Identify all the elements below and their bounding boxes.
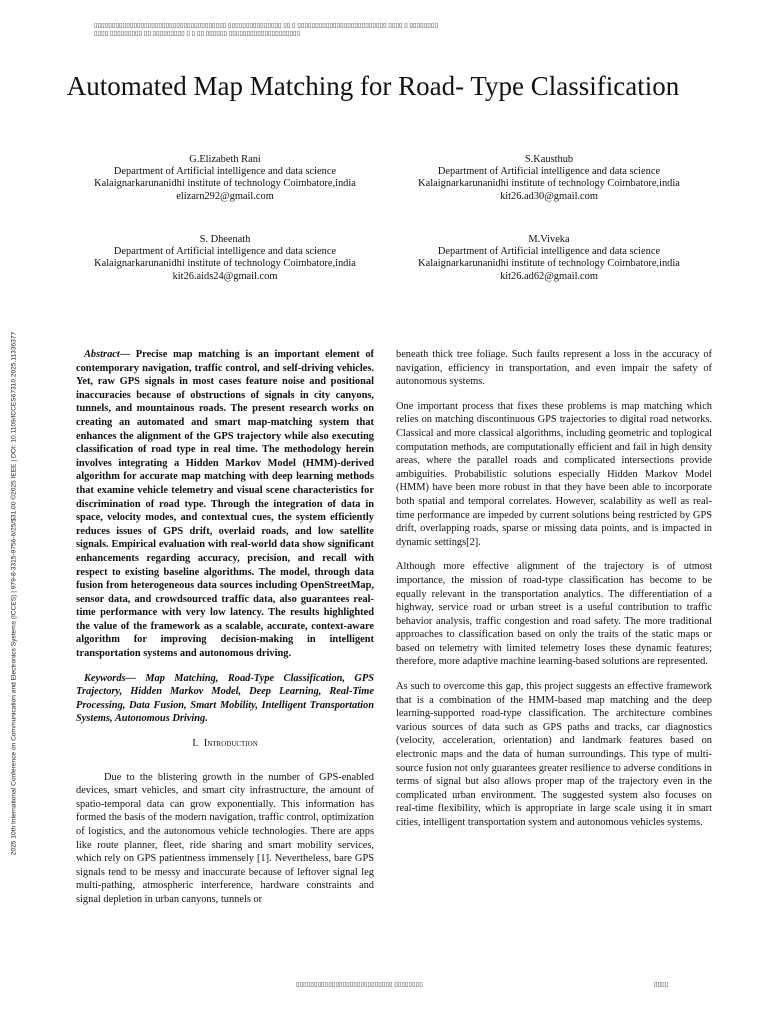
author-department: Department of Artificial intelligence and data science <box>113 246 337 258</box>
header-line-1: ▯▯▯▯▯▯▯▯▯▯▯▯▯▯▯▯▯▯▯▯▯▯▯▯▯▯▯▯▯▯▯▯▯▯▯▯▯ ▯▯▯▯▯▯▯▯▯▯▯▯▯▯▯ ▯▯ ▯ ▯▯▯▯▯▯▯▯▯▯▯▯▯▯▯▯▯▯▯▯▯▯▯▯▯ ▯▯▯▯ ▯ ▯▯▯▯▯▯▯▯ <box>94 22 439 29</box>
body-paragraph: Although more effective alignment of the trajectory is of utmost importance, the mission of road-type classification has become to be equally relevant in the transportation analytics. The differentiation of a highway, service road or urban street is a useful contribution to traffic behavior analysis, traffic congestion and road safety. The more traditional approaches to classification based on only the traits of the static maps or based on telemetry with limited telemetry loses these dynamic features; therefore, more adaptive machine learning-based solutions are represented. <box>396 561 712 668</box>
author-email: kit26.ad62@gmail.com <box>500 270 598 282</box>
left-column <box>76 348 374 918</box>
author-block <box>40 154 410 203</box>
footer-left: ▯▯▯▯▯▯▯▯▯▯▯▯▯▯▯▯▯▯▯▯▯▯▯▯▯▯▯ ▯▯▯▯▯▯▯▯ <box>296 981 423 988</box>
section-heading <box>76 737 374 751</box>
author-block <box>364 234 734 283</box>
author-institution: Kalaignarkarunanidhi institute of technology Coimbatore,india <box>94 178 356 190</box>
side-doi-note: 2025 10th International Conference on Communication and Electronics Systems (ICCES) | 979-8-3315-9756-6/25/$31.00 ©2025 IEEE | DOI: 10.1109/ICCES67310.2025.11336377 <box>10 331 18 856</box>
right-column <box>396 348 712 841</box>
author-department: Department of Artificial intelligence and data science <box>113 166 337 178</box>
keywords: Keywords— Map Matching, Road-Type Classification, GPS Trajectory, Hidden Markov Model, Deep Learning, Real-Time Processing, Data Fusion, Smart Mobility, Intelligent Transportation Systems, Autonomous Driving. <box>76 672 374 725</box>
author-block <box>364 154 734 203</box>
author-block <box>40 234 410 283</box>
author-email: kit26.aids24@gmail.com <box>172 270 278 282</box>
author-department: Department of Artificial intelligence and data science <box>437 246 661 258</box>
author-name: S.Kausthub <box>524 154 574 165</box>
section-title: Introduction <box>203 738 258 750</box>
footer-right: ▯▯▯▯ <box>654 981 669 988</box>
abstract-body: Precise map matching is an important element of contemporary navigation, traffic control, and self-driving vehicles. Yet, raw GPS signals in most cases feature noise and positional inaccuracies because of obstructions of signals in city canyons, tunnels, and mountainous roads. The present research works on creating an automated and smart map-matching system that enhances the alignment of the GPS trajectory while also executing classification of road type in real time. The methodology herein involves integrating a Hidden Markov Model (HMM)-derived algorithm for accurate map matching with deep learning methods that examine vehicle telemetry and visual scene characteristics for discrimination of road type. Through the integration of data in space, velocity modes, and contextual cues, the system efficiently reduces issues of GPS drift, overlaid roads, and low satellite signals. Empirical evaluation with real-world data show significant enhancements regarding accuracy, precision, and recall with respect to existing baseline algorithms. The model, through data fusion from heterogeneous data sources including OpenStreetMap, sensor data, and crowdsourced traffic data, also guarantees real-time performance with very low latency. The results highlighted the value of the framework as a scalable, accurate, context-aware algorithm for improving decision-making in intelligent transportation systems and autonomous driving. <box>76 349 374 660</box>
intro-paragraph: Due to the blistering growth in the number of GPS-enabled devices, smart vehicles, and smart city infrastructure, the amount of spatio-temporal data can grow exponentially. This information has formed the basis of the modern navigation, traffic control, optimization of logistics, and the autonomous vehicle technologies. There are apps like route planner, fleet, ride sharing and smart mobility services, which rely on GPS patientness immensely [1]. Nevertheless, bare GPS signals tend to be messy and inaccurate because of leftover signal leg multi-pathing, atmospheric interference, hardware constraints and signal depletion in urban canyons, tunnels or <box>76 771 374 905</box>
paper-title: Automated Map Matching for Road- Type Classification <box>66 71 680 101</box>
author-name: M.Viveka <box>528 234 570 245</box>
author-name: G.Elizabeth Rani <box>189 154 261 165</box>
body-paragraph: As such to overcome this gap, this project suggests an effective framework that is a combination of the HMM-based map matching and the deep learning-supported road-type classification. The architecture combines various sources of data such as GPS paths and tracks, car diagnostics (velocity, acceleration, orientation) and landmark features based on electronic maps and the data of human surroundings. This type of multi-source fusion not only guarantees greater resilience to adverse conditions in terms of signal but also allows proper map of the trajectory even in the complicated urban environment. The suggested system also focuses on real-time flexibility, which is appropriate in large scale using it in smart cities, intelligent transportation system and autonomous vehicles systems. <box>396 681 712 828</box>
section-number: I. <box>192 738 199 750</box>
author-institution: Kalaignarkarunanidhi institute of technology Coimbatore,india <box>94 258 356 270</box>
abstract <box>76 348 374 661</box>
author-institution: Kalaignarkarunanidhi institute of technology Coimbatore,india <box>418 258 680 270</box>
author-email: kit26.ad30@gmail.com <box>500 190 598 202</box>
author-name: S. Dheenath <box>199 234 251 245</box>
conference-header <box>94 22 554 38</box>
author-institution: Kalaignarkarunanidhi institute of technology Coimbatore,india <box>418 178 680 190</box>
body-paragraph: beneath thick tree foliage. Such faults represent a loss in the accuracy of navigation, efficiency in transportation, and even impair the safety of autonomous systems. <box>396 349 712 388</box>
author-email: elizarn292@gmail.com <box>176 190 274 202</box>
body-paragraph: One important process that fixes these problems is map matching which relies on matching discontinuous GPS trajectories to digital road networks. Classical and more classical algorithms, including geometric and toplogical computation methods, are computationally efficient and fail in high density areas, where the parallel roads and complicated intersections provide ambiguities. Probabilistic solutions especially Hidden Markov Model (HMM) have been more robust in that they have been able to incorporate both spatial and temporal correlates. However, scalability as well as real-time performance are impeded by current solutions being restricted by GPS drift, overlapping roads, sparse or missing data points, and is impacted in dynamic settings[2]. <box>396 400 712 548</box>
abstract-lead: Abstract— <box>84 349 131 360</box>
header-line-2: ▯▯▯▯ ▯▯▯▯▯▯▯▯▯ ▯▯ ▯▯▯▯▯▯▯▯▯ ▯ ▯ ▯▯ ▯▯▯▯▯▯ ▯▯▯▯▯▯▯▯▯▯▯▯▯▯▯▯▯▯▯▯ <box>94 30 301 37</box>
author-department: Department of Artificial intelligence and data science <box>437 166 661 178</box>
